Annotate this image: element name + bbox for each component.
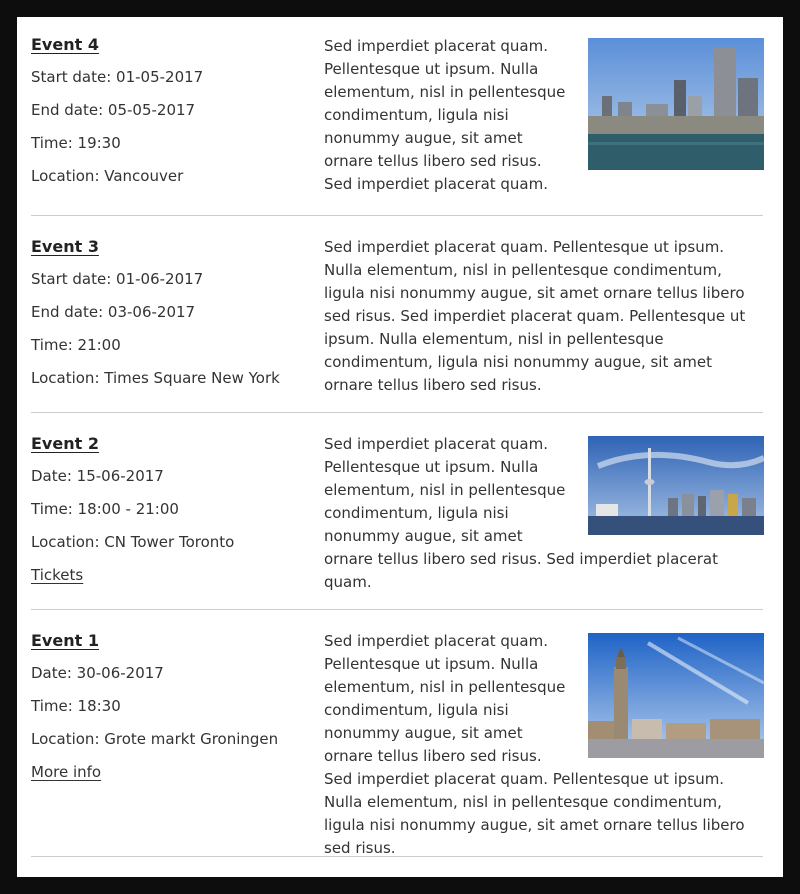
event-title[interactable]: Event 4 bbox=[31, 35, 99, 54]
event-item bbox=[31, 234, 763, 413]
events-panel bbox=[17, 17, 783, 877]
event-time: Time: 18:00 - 21:00 bbox=[31, 500, 179, 518]
event-title[interactable]: Event 1 bbox=[31, 631, 99, 650]
event-time: Time: 19:30 bbox=[31, 134, 121, 152]
groningen-square-photo bbox=[588, 633, 764, 758]
event-description-block bbox=[324, 236, 764, 397]
toronto-skyline-photo bbox=[588, 436, 764, 535]
more-info-link[interactable]: More info bbox=[31, 763, 102, 781]
event-description-block bbox=[324, 630, 764, 860]
event-location: Location: Vancouver bbox=[31, 167, 184, 185]
event-description: Sed imperdiet placerat quam. Pellentesque ut ipsum. Nulla elementum, nisl in pellentesque condimentum, ligula nisi nonummy augue, sit amet ornare tellus libero sed risus. Sed imperdiet placerat quam. bbox=[324, 37, 566, 193]
event-time: Time: 21:00 bbox=[31, 336, 121, 354]
event-item bbox=[31, 628, 763, 857]
event-title[interactable]: Event 2 bbox=[31, 434, 99, 453]
event-location: Location: Times Square New York bbox=[31, 369, 280, 387]
event-description-block bbox=[324, 433, 764, 594]
event-date: Date: 30-06-2017 bbox=[31, 664, 164, 682]
event-item bbox=[31, 431, 763, 610]
event-description: Sed imperdiet placerat quam. Pellentesque ut ipsum. Nulla elementum, nisl in pellentesque condimentum, ligula nisi nonummy augue, sit amet ornare tellus libero sed risus. Sed imperdiet placerat quam. Pellentesque ut ipsum. Nulla elementum, nisl in pellentesque condimentum, ligula nisi nonummy augue, sit amet ornare tellus libero sed risus. bbox=[324, 632, 745, 857]
event-description-block bbox=[324, 35, 764, 196]
event-location: Location: CN Tower Toronto bbox=[31, 533, 235, 551]
event-start-date: Start date: 01-06-2017 bbox=[31, 270, 204, 288]
event-time: Time: 18:30 bbox=[31, 697, 121, 715]
event-item bbox=[31, 35, 763, 216]
event-end-date: End date: 03-06-2017 bbox=[31, 303, 196, 321]
event-title[interactable]: Event 3 bbox=[31, 237, 99, 256]
vancouver-skyline-photo bbox=[588, 38, 764, 170]
event-end-date: End date: 05-05-2017 bbox=[31, 101, 196, 119]
event-description: Sed imperdiet placerat quam. Pellentesque ut ipsum. Nulla elementum, nisl in pellentesque condimentum, ligula nisi nonummy augue, sit amet ornare tellus libero sed risus. Sed imperdiet placerat quam. Pellentesque ut ipsum. Nulla elementum, nisl in pellentesque condimentum, ligula nisi nonummy augue, sit amet ornare tellus libero sed risus. bbox=[324, 238, 746, 394]
event-location: Location: Grote markt Groningen bbox=[31, 730, 279, 748]
tickets-link[interactable]: Tickets bbox=[31, 566, 84, 584]
event-date: Date: 15-06-2017 bbox=[31, 467, 164, 485]
event-start-date: Start date: 01-05-2017 bbox=[31, 68, 204, 86]
event-description: Sed imperdiet placerat quam. Pellentesque ut ipsum. Nulla elementum, nisl in pellentesque condimentum, ligula nisi nonummy augue, sit amet ornare tellus libero sed risus. Sed imperdiet placerat quam. bbox=[324, 435, 718, 591]
